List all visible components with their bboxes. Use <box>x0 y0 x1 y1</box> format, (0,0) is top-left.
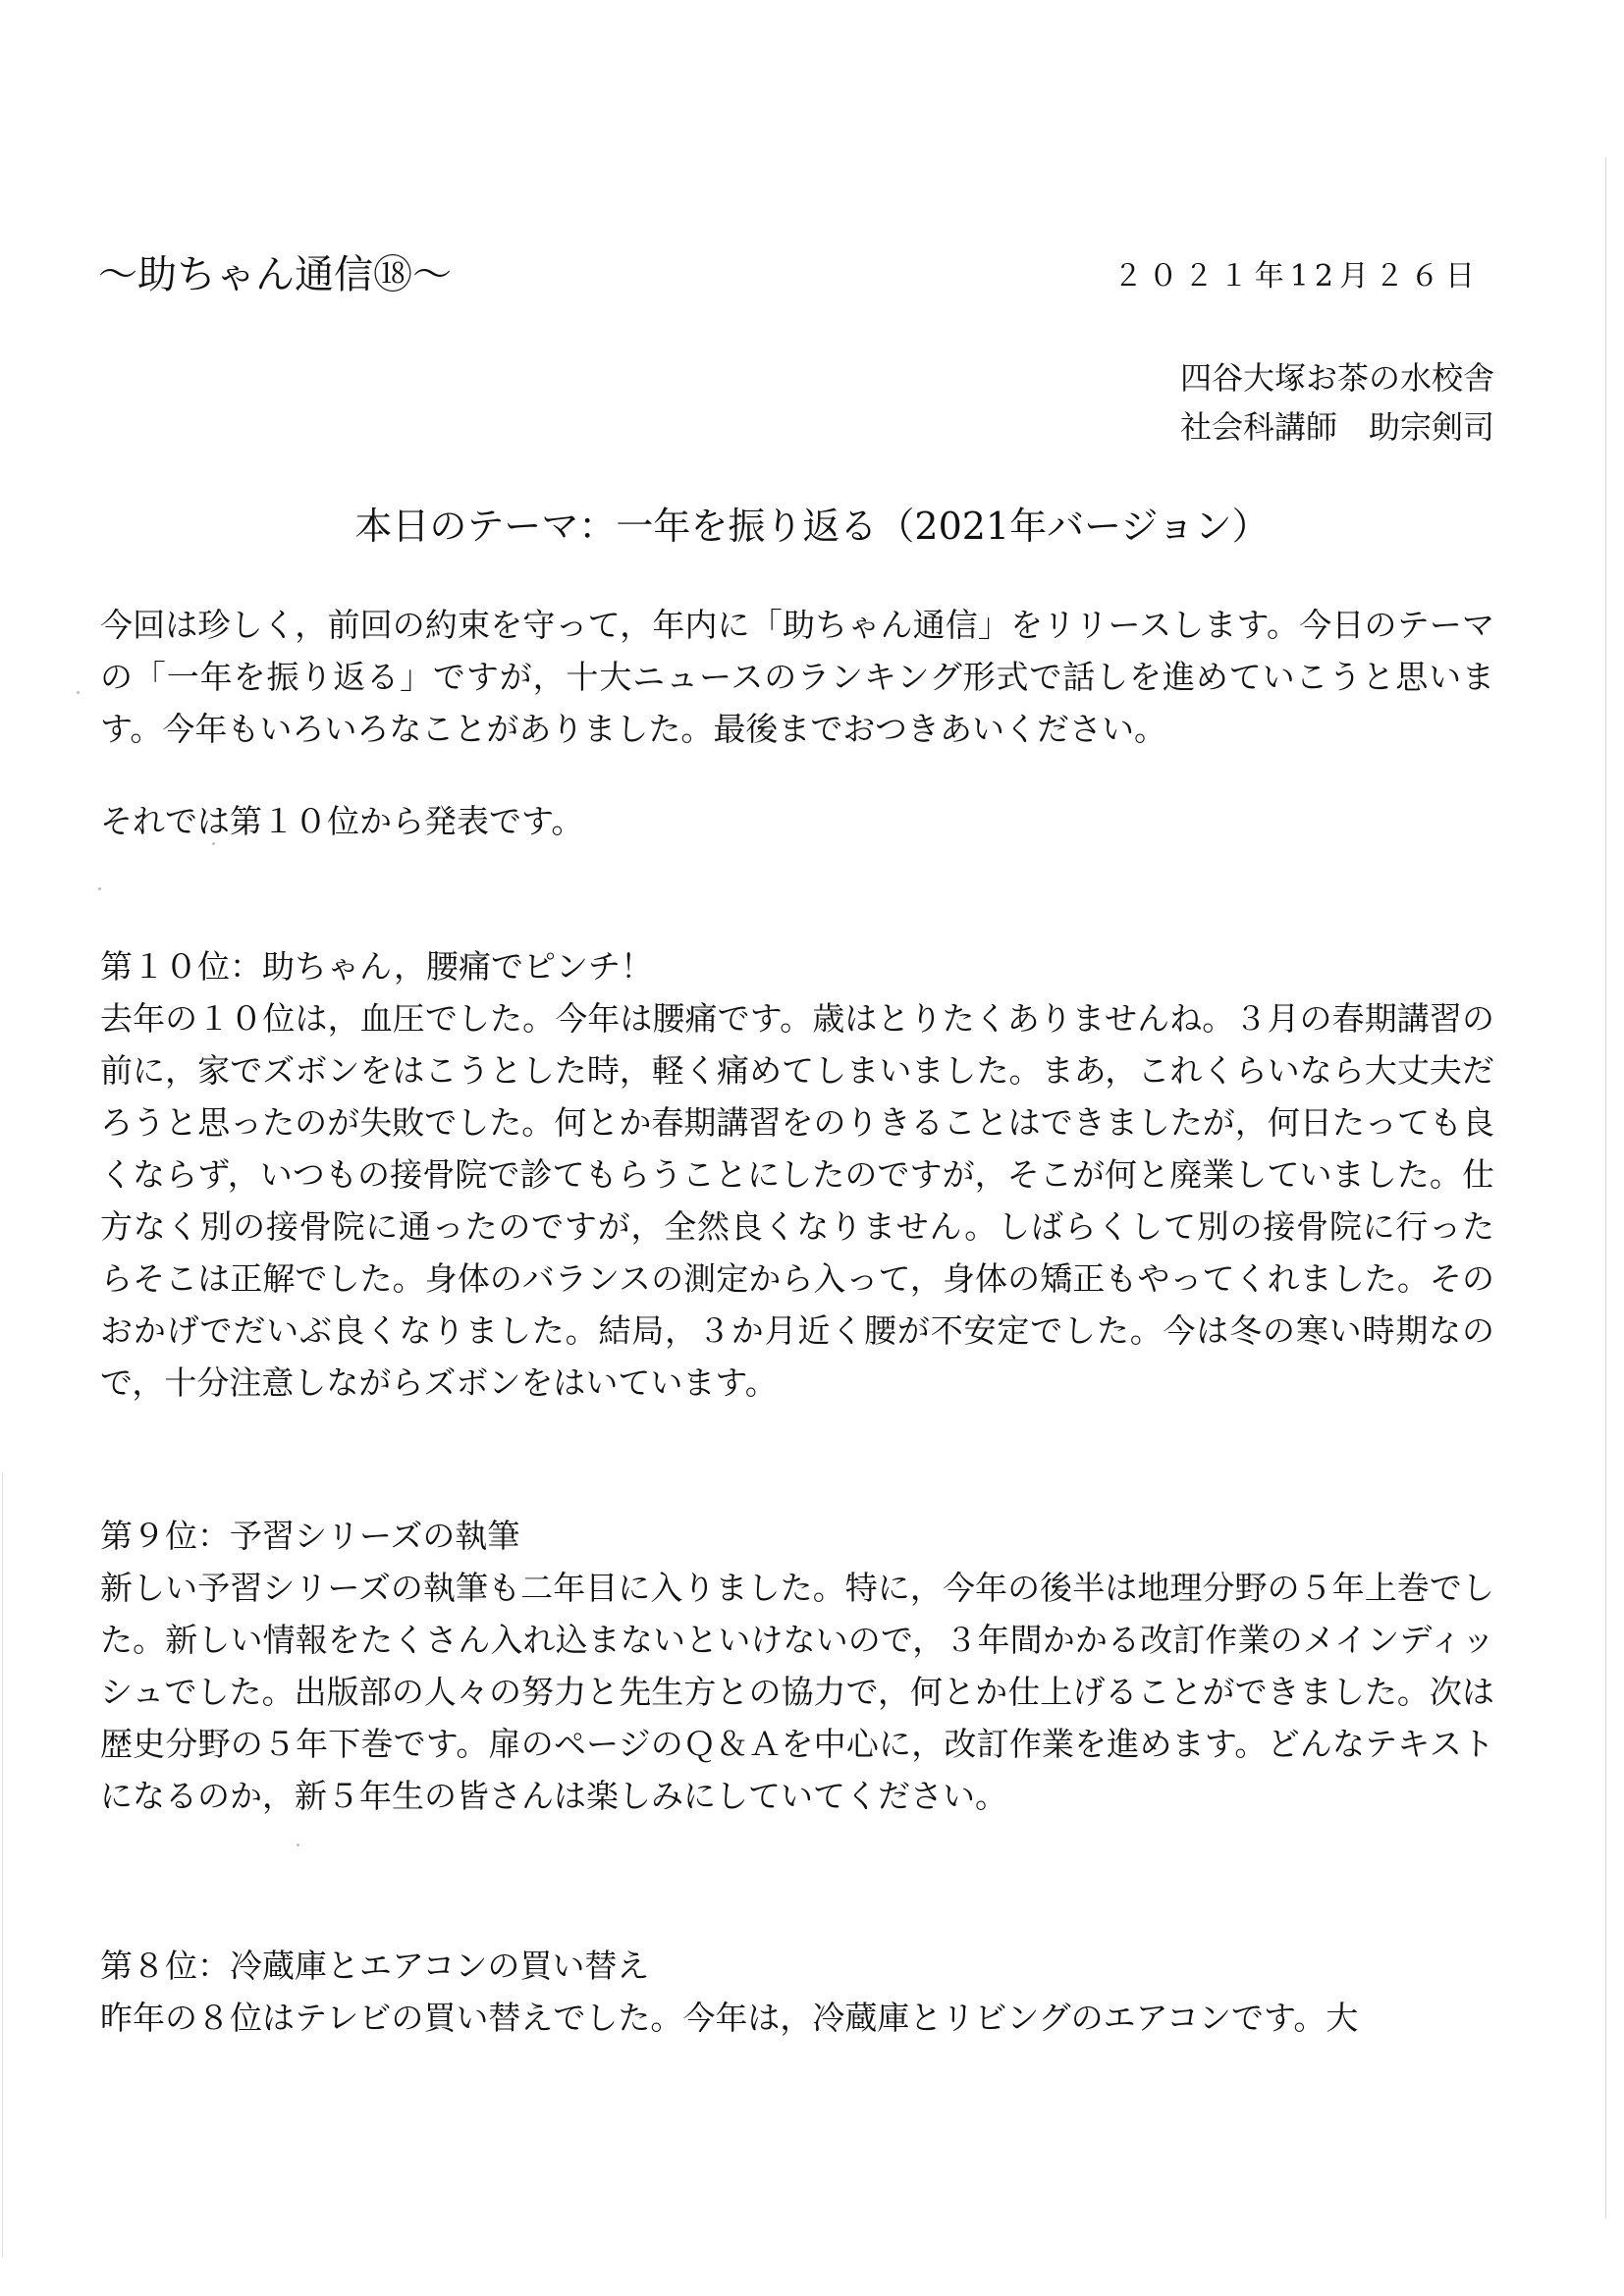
theme-heading: 本日のテーマ：一年を振り返る（2021年バージョン） <box>354 505 1270 548</box>
ranking-body: 新しい予習シリーズの執筆も二年目に入りました。特に，今年の後半は地理分野の５年上巻でした。新しい情報をたくさん入れ込まないといけないので，３年間かかる改訂作業のメインディッシュでした。出版部の人々の努力と先生方との協力で，何とか仕上げることができました。次は歴史分野の５年下巻です。扉のページのＱ＆Ａを中心に，改訂作業を進めます。どんなテキストになるのか，新５年生の皆さんは楽しみにしていてください。 <box>100 1569 1494 1815</box>
scan-edge-line <box>2 1472 3 2258</box>
ranking-heading: 第８位：冷蔵庫とエアコンの買い替え <box>100 1947 650 1985</box>
scan-edge-line <box>1605 157 1606 2218</box>
scan-speck <box>77 691 80 694</box>
issue-date: ２０２１年12月２６日 <box>1112 259 1481 294</box>
ranking-body: 昨年の８位はテレビの買い替えでした。今年は，冷蔵庫とリビングのエアコンです。大 <box>100 1999 1359 2037</box>
ranking-body: 去年の１０位は，血圧でした。今年は腰痛です。歳はとりたくありませんね。３月の春期講習の前に，家でズボンをはこうとした時，軽く痛めてしまいました。まあ，これくらいなら大丈夫だろうと思ったのが失敗でした。何とか春期講習をのりきることはできましたが，何日たっても良くならず，いつもの接骨院で診てもらうことにしたのですが，そこが何と廃業していました。仕方なく別の接骨院に通ったのですが，全然良くなりません。しばらくして別の接骨院に行ったらそこは正解でした。身体のバランスの測定から入って，身体の矯正もやってくれました。そのおかげでだいぶ良くなりました。結局，３か月近く腰が不安定でした。今は冬の寒い時期なので，十分注意しながらズボンをはいています。 <box>100 999 1494 1402</box>
lead-in-paragraph: それでは第１０位から発表です。 <box>100 802 584 840</box>
ranking-heading: 第９位：予習シリーズの執筆 <box>100 1517 520 1555</box>
author-block <box>1180 353 1494 452</box>
newsletter-title: 〜助ちゃん通信⑱〜 <box>98 252 452 297</box>
ranking-section-10 <box>100 940 1494 1409</box>
ranking-section-8 <box>100 1940 1494 2044</box>
ranking-section-9 <box>100 1510 1494 1822</box>
school-name: 四谷大塚お茶の水校舎 <box>1179 359 1494 397</box>
intro-paragraph: 今回は珍しく，前回の約束を守って，年内に「助ちゃん通信」をリリースします。今日のテーマの「一年を振り返る」ですが，十大ニュースのランキング形式で話しを進めていこうと思います。今年もいろいろなことがありました。最後までおつきあいください。 <box>100 606 1494 748</box>
author-name: 社会科講師 助宗剣司 <box>1179 408 1494 446</box>
scan-speck <box>98 887 101 890</box>
ranking-heading: 第１０位：助ちゃん，腰痛でピンチ！ <box>100 947 653 986</box>
scan-speck <box>297 1843 299 1846</box>
